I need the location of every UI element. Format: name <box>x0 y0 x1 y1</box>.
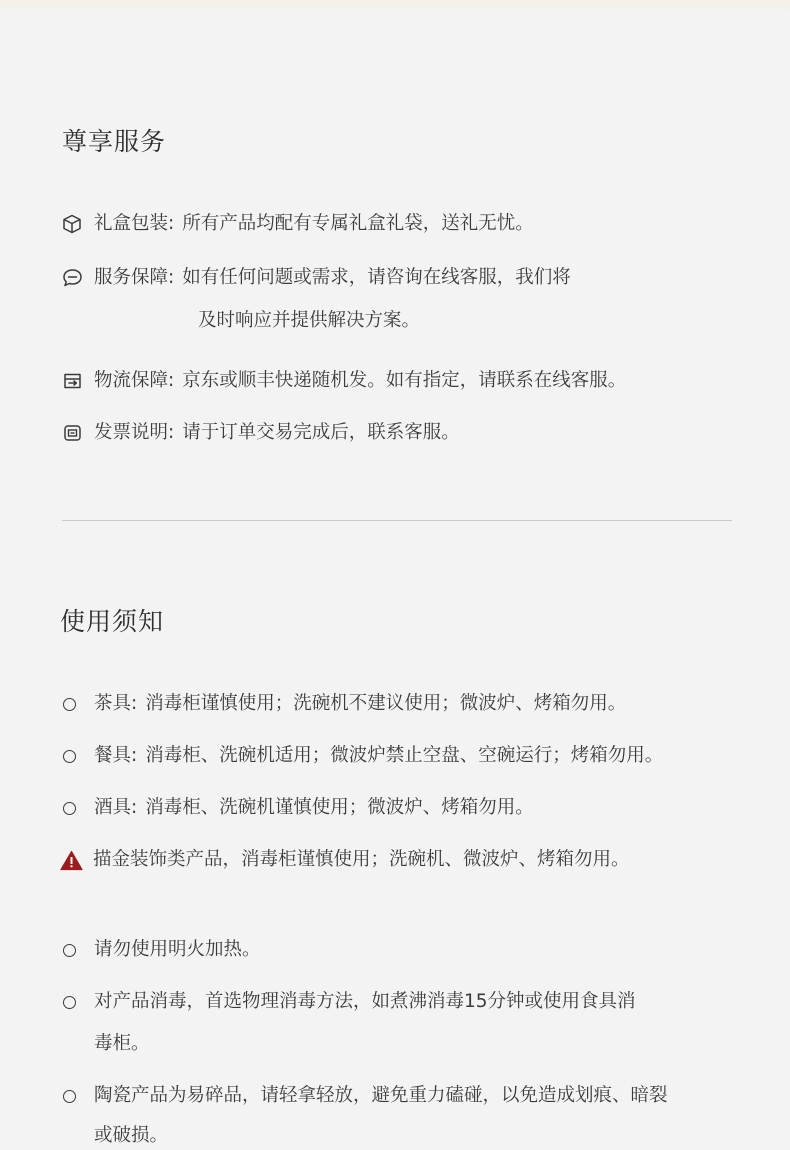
circle-bullet-icon <box>62 690 84 718</box>
usage-note-text: 对产品消毒，首选物理消毒方法，如煮沸消毒15分钟或使用食具消 <box>94 991 636 1012</box>
service-item-text-continued: 及时响应并提供解决方案。 <box>198 310 421 331</box>
delivery-icon <box>62 367 84 395</box>
usage-item-text: 消毒柜、洗碗机适用；微波炉禁止空盘、空碗运行；烤箱勿用。 <box>145 745 664 766</box>
section-divider <box>62 520 732 521</box>
warning-triangle-icon <box>60 846 84 874</box>
service-item-invoice <box>62 419 460 447</box>
usage-item-gold-decoration-warning <box>60 846 630 874</box>
usage-note-text: 请勿使用明火加热。 <box>94 939 261 960</box>
service-item-support <box>62 264 571 292</box>
service-item-gift-box <box>62 210 534 238</box>
usage-note-no-open-flame <box>62 936 261 964</box>
usage-note-fragile <box>62 1082 668 1110</box>
usage-item-text: 消毒柜、洗碗机谨慎使用；微波炉、烤箱勿用。 <box>145 797 534 818</box>
service-item-text: 如有任何问题或需求，请咨询在线客服，我们将 <box>182 267 571 288</box>
usage-section-title: 使用须知 <box>60 607 165 636</box>
circle-bullet-icon <box>62 936 84 964</box>
gift-box-icon <box>62 210 84 238</box>
usage-note-disinfection <box>62 988 636 1016</box>
usage-item-tableware <box>62 742 663 770</box>
usage-item-drinkware <box>62 794 534 822</box>
service-item-text: 请于订单交易完成后，联系客服。 <box>182 422 460 443</box>
usage-item-text: 消毒柜谨慎使用；洗碗机不建议使用；微波炉、烤箱勿用。 <box>145 693 627 714</box>
service-item-logistics <box>62 367 626 395</box>
content-card <box>0 14 790 1147</box>
service-item-text: 京东或顺丰快递随机发。如有指定，请联系在线客服。 <box>182 370 627 391</box>
service-item-label: 发票说明: <box>94 422 175 443</box>
usage-item-label: 茶具: <box>94 693 138 714</box>
top-banner-edge <box>0 0 790 14</box>
usage-item-label: 餐具: <box>94 745 138 766</box>
usage-item-label: 酒具: <box>94 797 138 818</box>
service-item-label: 物流保障: <box>94 370 175 391</box>
circle-bullet-icon <box>62 988 84 1016</box>
invoice-icon <box>62 419 84 447</box>
circle-bullet-icon <box>62 1082 84 1110</box>
usage-item-tea-set <box>62 690 626 718</box>
circle-bullet-icon <box>62 794 84 822</box>
service-section-title: 尊享服务 <box>62 127 167 156</box>
usage-note-text-continued: 毒柜。 <box>94 1033 150 1054</box>
usage-note-text: 陶瓷产品为易碎品，请轻拿轻放，避免重力磕碰，以免造成划痕、暗裂 <box>94 1085 668 1106</box>
usage-note-text-continued: 或破损。 <box>94 1125 169 1146</box>
usage-item-text: 描金装饰类产品，消毒柜谨慎使用；洗碗机、微波炉、烤箱勿用。 <box>93 849 630 870</box>
chat-bubble-icon <box>62 264 84 292</box>
service-item-text: 所有产品均配有专属礼盒礼袋，送礼无忧。 <box>182 213 534 234</box>
circle-bullet-icon <box>62 742 84 770</box>
service-item-label: 礼盒包装: <box>94 213 175 234</box>
service-item-label: 服务保障: <box>94 267 175 288</box>
